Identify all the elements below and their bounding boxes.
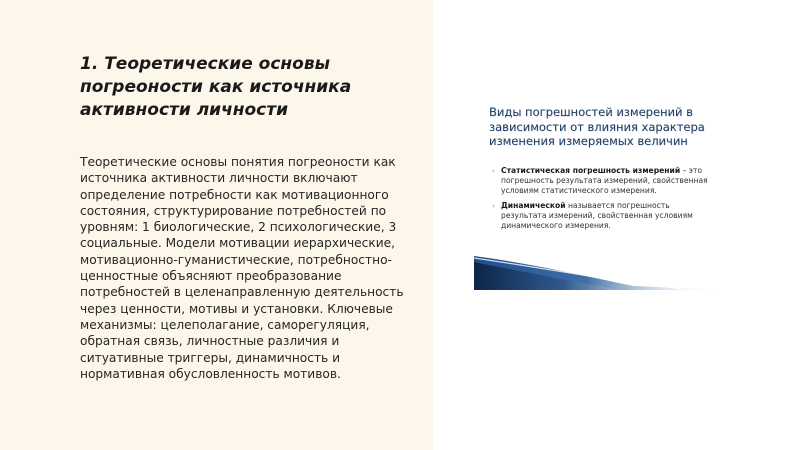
slide-heading: 1. Теоретические основы погреоности как источника активности личности xyxy=(80,54,352,120)
inset-item-term: Статистическая погрешность измерений xyxy=(501,166,681,175)
inset-list-item xyxy=(492,166,717,197)
arrow-bullet-icon: › xyxy=(492,201,495,210)
inset-item-term: Динамической xyxy=(501,200,566,210)
arrow-bullet-icon: › xyxy=(492,167,495,175)
inset-slide-image xyxy=(474,98,724,290)
inset-item-text: – это погрешность результата измерений, свойственная условиям статистического измерения. xyxy=(501,166,708,196)
slide-body-text: Теоретические основы понятия погреоности как источника активности личности включают определение потребности как мотивационного состояния, структурирование потребностей по уровням: 1 биологические, 2 психологические, 3 социальные. Модели мотивации иерархические, мотивационно-гуманистические, потребностно-ценностные объясняют преобразование потребностей в целенаправленную деятельность через ценности, мотивы и установки. Ключевые механизмы: целеполагание, саморегуляция, обратная связь, личностные различия и ситуативные триггеры, динамичность и нормативная обусловленность мотивов. xyxy=(80,155,404,381)
decorative-swoosh xyxy=(474,256,724,290)
inset-title: Виды погрешностей измерений в зависимости от влияния характера изменения измеряемых величин xyxy=(489,105,705,148)
inset-bullet-list xyxy=(492,166,717,235)
inset-item-text: называется погрешность результата измерений, свойственная условиям динамического измерения. xyxy=(501,200,693,231)
inset-list-item xyxy=(492,201,717,232)
